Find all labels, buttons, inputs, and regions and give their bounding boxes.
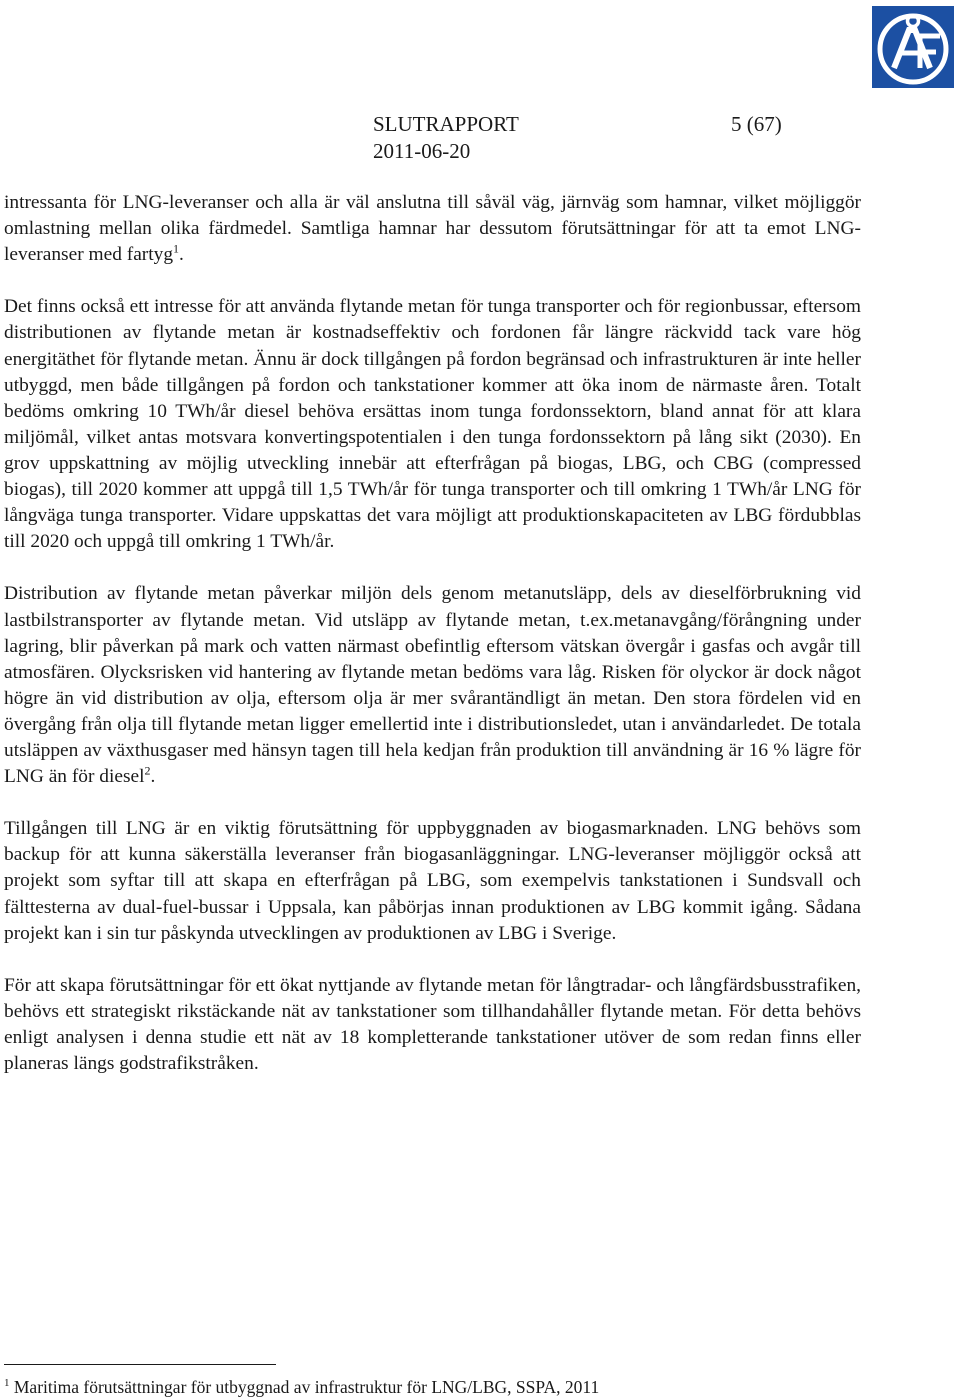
footnote-number: 1 — [4, 1377, 10, 1390]
paragraph: För att skapa förutsättningar för ett ökat nyttjande av flytande metan för långtradar- och långfärdsbusstrafiken, behövs ett strategiskt rikstäckande nät av tankstationer som tillhandahåller flytande metan. För detta behövs enligt analysen i denna studie ett nät av 18 kompletterande tankstationer utöver de som redan finns eller planeras längs godstrafikstråken. — [4, 974, 861, 1075]
report-title: SLUTRAPPORT — [373, 112, 519, 136]
report-date: 2011-06-20 — [373, 139, 471, 163]
af-logo — [872, 6, 954, 88]
paragraph: Tillgången till LNG är en viktig förutsättning för uppbyggnaden av biogasmarknaden. LNG behövs som backup för att kunna säkerställa leveranser från biogasanläggningar. LNG-leveranser möjliggör också att projekt som syftar till att skapa en efterfrågan på LBG, som exempelvis tankstationen i Sundsvall och fälttesterna av dual-fuel-bussar i Uppsala, kan påbörjas innan produktionen av LBG kommit igång. Sådana projekt kan i sin tur påskynda utvecklingen av produktionen av LBG i Sverige. — [4, 818, 861, 944]
footnote — [4, 1376, 599, 1398]
page-number: 5 (67) — [731, 112, 782, 136]
body-text — [4, 190, 861, 1103]
footnote-ref[interactable]: 2 — [144, 763, 151, 778]
paragraph: Det finns också ett intresse för att använda flytande metan för tunga transporter och för regionbussar, eftersom distributionen av flytande metan är kostnadseffektiv och fordonen får längre räckvidd tack vare hög energitäthet för flytande metan. Ännu är dock tillgången på fordon begränsad och infrastrukturen är inte heller utbyggd, men både tillgången på fordon och tankstationer kommer att öka inom de närmaste åren. Totalt bedöms omkring 10 TWh/år diesel behöva ersättas inom tunga fordonssektorn, bland annat för att klara miljömål, vilket antas motsvara konvertingspotentialen i den tunga fordonssektorn på lång sikt (2030). En grov uppskattning av möjlig utveckling innebär att efterfrågan på biogas, LBG, och CBG (compressed biogas), till 2020 kommer att uppgå till 1,5 TWh/år för tunga transporter och till omkring 1 TWh/år LNG för långväga tunga transporter. Vidare uppskattas det vara möjligt att produktionskapaciteten av LBG fördubblas till 2020 och uppgå till omkring 1 TWh/år. — [4, 296, 861, 553]
footnote-text: Maritima förutsättningar för utbyggnad av infrastruktur för LNG/LBG, SSPA, 2011 — [9, 1377, 600, 1397]
paragraph: Distribution av flytande metan påverkar miljön dels genom metanutsläpp, dels av dieselförbrukning vid lastbilstransporter av flytande metan. Vid utsläpp av flytande metan, t.ex.metanavgång/förångning under lagring, blir påverkan på mark och vatten närmast obefintlig eftersom vätskan övergår i gasfas och avgår till atmosfären. Olycksrisken vid hantering av flytande metan bedöms vara låg. Risken för olyckor är dock något högre än vid distribution av olja, eftersom olja är mer svårantändligt än metan. Den stora fördelen vid en övergång från olja till flytande metan ligger emellertid inte i distributionsledet, utan i användarledet. De totala utsläppen av växthusgaser med hänsyn tagen till hela kedjan från produktion till användning är 16 % lägre för LNG än för diesel$^2$. — [4, 583, 861, 788]
footnote-divider — [4, 1364, 276, 1365]
paragraph: intressanta för LNG-leveranser och alla är väl anslutna till såväl väg, järnväg som hamnar, vilket möjliggör omlastning mellan olika färdmedel. Samtliga hamnar har dessutom förutsättningar för att ta emot LNG-leveranser med fartyg$^1$. — [4, 192, 861, 266]
footnote-ref[interactable]: 1 — [173, 241, 180, 256]
